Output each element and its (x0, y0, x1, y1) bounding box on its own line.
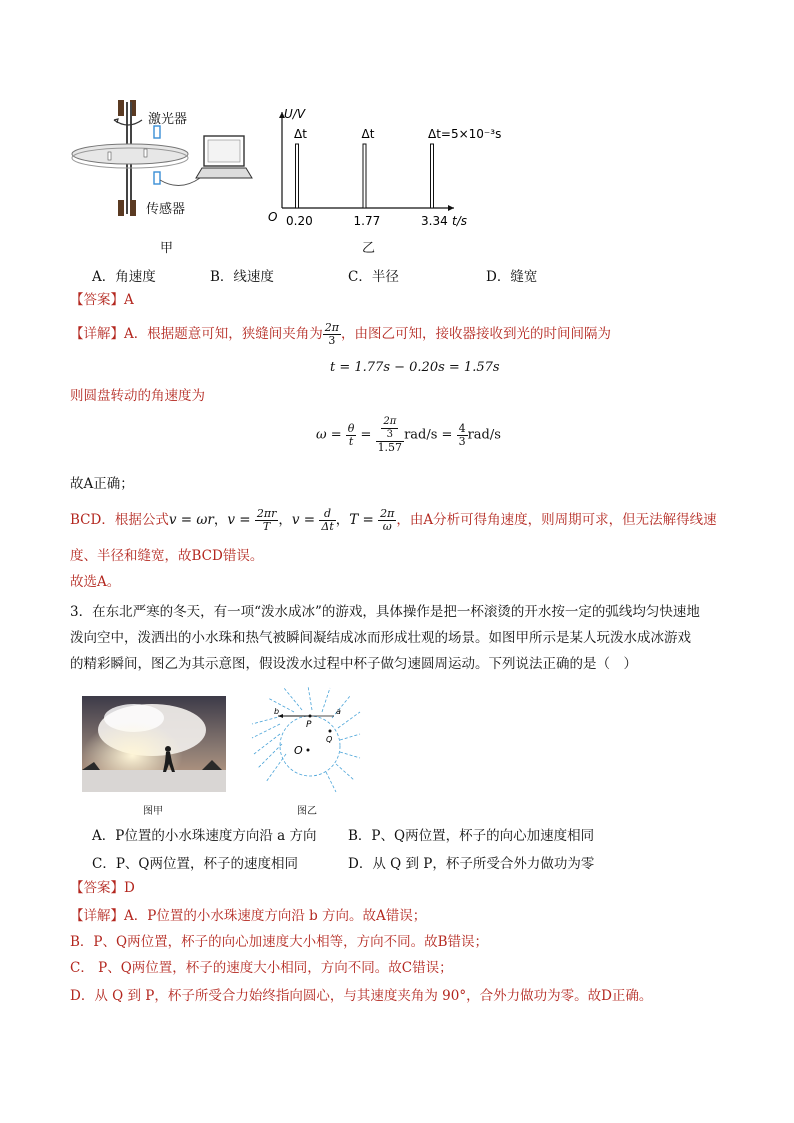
answer-value: D (124, 880, 135, 896)
q3-detail-a: 【详解】A．P位置的小水珠速度方向沿 b 方向。故A错误； (70, 908, 427, 924)
q3-detail-c: C． P、Q两位置，杯子的速度大小相同，方向不同。故C错误； (70, 960, 453, 976)
fraction: $\frac{2\pi}{3}$ (324, 321, 339, 347)
q3-option-c: C．P、Q两位置，杯子的速度相同 (92, 856, 298, 872)
photo-caption: 图甲 (143, 806, 163, 817)
svg-text:Q: Q (326, 735, 333, 744)
tick-label: 0.20 (286, 214, 313, 228)
diagram-caption: 图乙 (297, 806, 317, 817)
svg-text:O: O (294, 744, 303, 757)
sensor-label: 传感器 (146, 202, 186, 217)
tick-label: 3.34 (421, 214, 448, 228)
answer-value: A (124, 292, 134, 308)
y-axis-label: U/V (284, 107, 306, 121)
figure-caption-left: 甲 (160, 241, 174, 256)
detail-text: A．根据题意可知，狭缝间夹角为 (124, 326, 323, 342)
pulse-annotation: Δt (294, 127, 307, 141)
x-axis-label: t/s (452, 214, 467, 228)
svg-text:P: P (306, 720, 312, 730)
q3-detail-d: D．从 Q 到 P，杯子所受合力始终指向圆心，与其速度夹角为 90°，合外力做功为零。故D正确。 (70, 988, 653, 1004)
q3-option-a: A．P位置的小水珠速度方向沿 a 方向 (92, 828, 317, 844)
tick-label: 1.77 (353, 214, 381, 228)
q3-option-b: B．P、Q两位置，杯子的向心加速度相同 (348, 828, 595, 844)
choose-line: 故选A。 (70, 574, 121, 590)
q2-option-c: C．半径 (348, 269, 399, 285)
q3-option-d: D．从 Q 到 P，杯子所受合外力做功为零 (348, 856, 595, 872)
bcd-line-1: BCD．根据公式v = ωr，v = $\frac{2\pi r}{T}$ ，v = $\frac{d}{\Delta t}$ ，T = $\frac{2\pi}{\omega}$ ，由A分析可得角速度，则周期可求，但无法解得线速 (70, 507, 717, 533)
bcd-line-2: 度、半径和缝宽，故BCD错误。 (70, 548, 264, 564)
pulse-annotation: Δt (361, 127, 375, 141)
q3-stem-line-3: 的精彩瞬间，图乙为其示意图，假设泼水过程中杯子做匀速圆周运动。下列说法正确的是（ ） (70, 656, 637, 672)
q2-option-b: B．线速度 (210, 269, 274, 285)
q3-stem-line-2: 泼向空中，泼洒出的小水珠和热气被瞬间凝结成冰而形成壮观的场景。如图甲所示是某人玩泼水成冰游戏 (70, 630, 691, 646)
photo-splash-ice (82, 696, 226, 792)
correct-a: 故A正确； (70, 476, 134, 492)
pulse-chart (264, 100, 514, 232)
formula-t: t = 1.77s − 0.20s = 1.57s (330, 360, 500, 375)
omega-intro: 则圆盘转动的角速度为 (70, 388, 205, 404)
figure-caption-right: 乙 (362, 241, 376, 256)
detail-text: ，由图乙可知，接收器接收到光的时间间隔为 (340, 326, 611, 342)
origin-label: O (268, 210, 278, 224)
q2-option-d: D．缝宽 (486, 269, 538, 285)
detail-tag: 【详解】 (70, 908, 124, 924)
q2-detail-line-1 (70, 322, 611, 347)
answer-tag: 【答案】 (70, 880, 124, 896)
svg-text:a: a (336, 707, 341, 716)
x-axis-arrow (448, 205, 454, 211)
svg-text:b: b (274, 707, 280, 716)
circle-diagram (250, 684, 362, 794)
formula-omega: ω = $\frac{\theta}{t}$ = $\frac{\frac{2\pi}{3}}{1.57}$ rad/s = $\frac{4}{3}$ rad/s (316, 416, 501, 454)
pulse-bar (363, 144, 366, 208)
detail-tag: 【详解】 (70, 326, 124, 342)
laser-label: 激光器 (148, 112, 188, 127)
pulse-bar (296, 144, 299, 208)
q3-stem-line-1: 3．在东北严寒的冬天，有一项“泼水成冰”的游戏，具体操作是把一杯滚烫的开水按一定的弧线均匀快速地 (70, 604, 700, 620)
pulse-bar (431, 144, 434, 208)
pulse-annotation: Δt=5×10⁻³s (428, 127, 502, 141)
q2-option-a: A．角速度 (92, 269, 156, 285)
q3-detail-b: B．P、Q两位置，杯子的向心加速度大小相等，方向不同。故B错误； (70, 934, 488, 950)
q3-answer-line (70, 878, 135, 898)
q2-answer-line (70, 290, 134, 310)
answer-tag: 【答案】 (70, 292, 124, 308)
